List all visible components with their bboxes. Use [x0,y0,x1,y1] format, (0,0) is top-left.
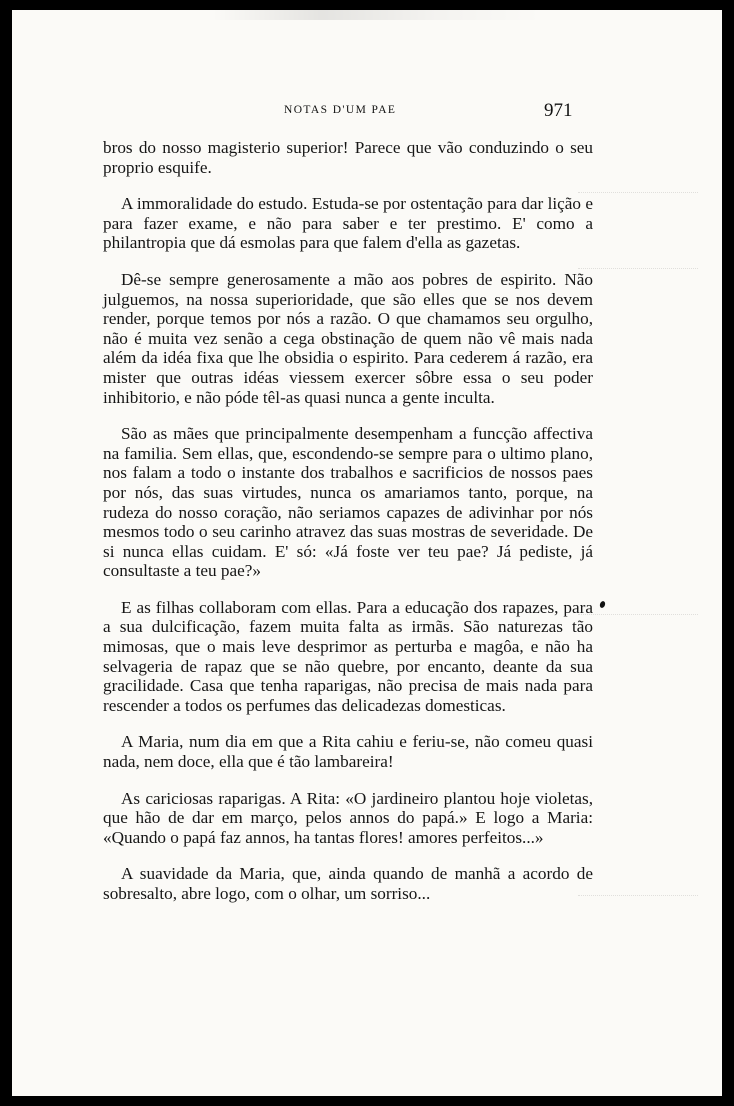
body-text [103,138,593,921]
page-header [12,102,722,126]
bleed-through-mark [578,614,698,623]
running-head: NOTAS D'UM PAE [284,104,397,116]
bleed-through-mark [578,895,698,904]
page-number: 971 [544,100,573,121]
paragraph-8: A suavidade da Maria, que, ainda quando de manhã a acordo de sobresalto, abre logo, com o olhar, um sorriso... [103,864,593,903]
bleed-through-mark [578,192,698,201]
bleed-through-mark [578,268,698,277]
paragraph-2: A immoralidade do estudo. Estuda-se por ostentação para dar lição e para fazer exame, e não para saber e ter prestimo. E' como a philantropia que dá esmolas para que falem d'ella as gazetas. [103,194,593,253]
paragraph-6: A Maria, num dia em que a Rita cahiu e feriu-se, não comeu quasi nada, nem doce, ella que é tão lambareira! [103,732,593,772]
paragraph-1: bros do nosso magisterio superior! Parece que vão conduzindo o seu proprio esquife. [103,138,593,177]
paragraph-7: As cariciosas raparigas. A Rita: «O jardineiro plantou hoje violetas, que hão de dar em março, pelos annos do papá.» E logo a Maria: «Quando o papá faz annos, ha tantas flores! amores perfeitos...» [103,788,593,847]
paragraph-5: E as filhas collaboram com ellas. Para a educação dos rapazes, para a sua dulcificação, fazem muita falta as irmãs. São naturezas tão mimosas, que o mais leve desprimor as perturba e magôa, e não ha selvageria de rapaz que se não quebre, por encanto, deante da sua gracilidade. Casa que tenha raparigas, não precisa de mais nada para rescender a todos os perfumes das delicadezas domesticas. [103,597,593,715]
scan-edge-shadow [212,10,542,20]
paragraph-3: Dê-se sempre generosamente a mão aos pobres de espirito. Não julguemos, na nossa superioridade, que são elles que se nos devem render, porque temos por nós a razão. O que chamamos seu orgulho, não é muita vez senão a cega obstinação de quem não vê mais nada além da idéa fixa que lhe obsidia o espirito. Para cederem á razão, era mister que outras idéas viessem exercer sôbre essa o seu poder inhibitorio, e não póde têl-as quasi nunca a gente inculta. [103,269,593,407]
ink-spot [599,600,606,608]
paragraph-4: São as mães que principalmente desempenham a funcção affectiva na familia. Sem ellas, que, escondendo-se sempre para o ultimo plano, nos falam a todo o instante dos trabalhos e sacrificios de nossos paes por nós, das suas virtudes, nunca os amariamos tanto, porque, na rudeza do nosso coração, não seriamos capazes de adivinhar por nós mesmos todo o seu carinho atravez das suas mostras de severidade. De si nunca ellas cuidam. E' só: «Já foste ver teu pae? Já pediste, já consultaste a teu pae?» [103,424,593,581]
book-page [12,10,722,1096]
